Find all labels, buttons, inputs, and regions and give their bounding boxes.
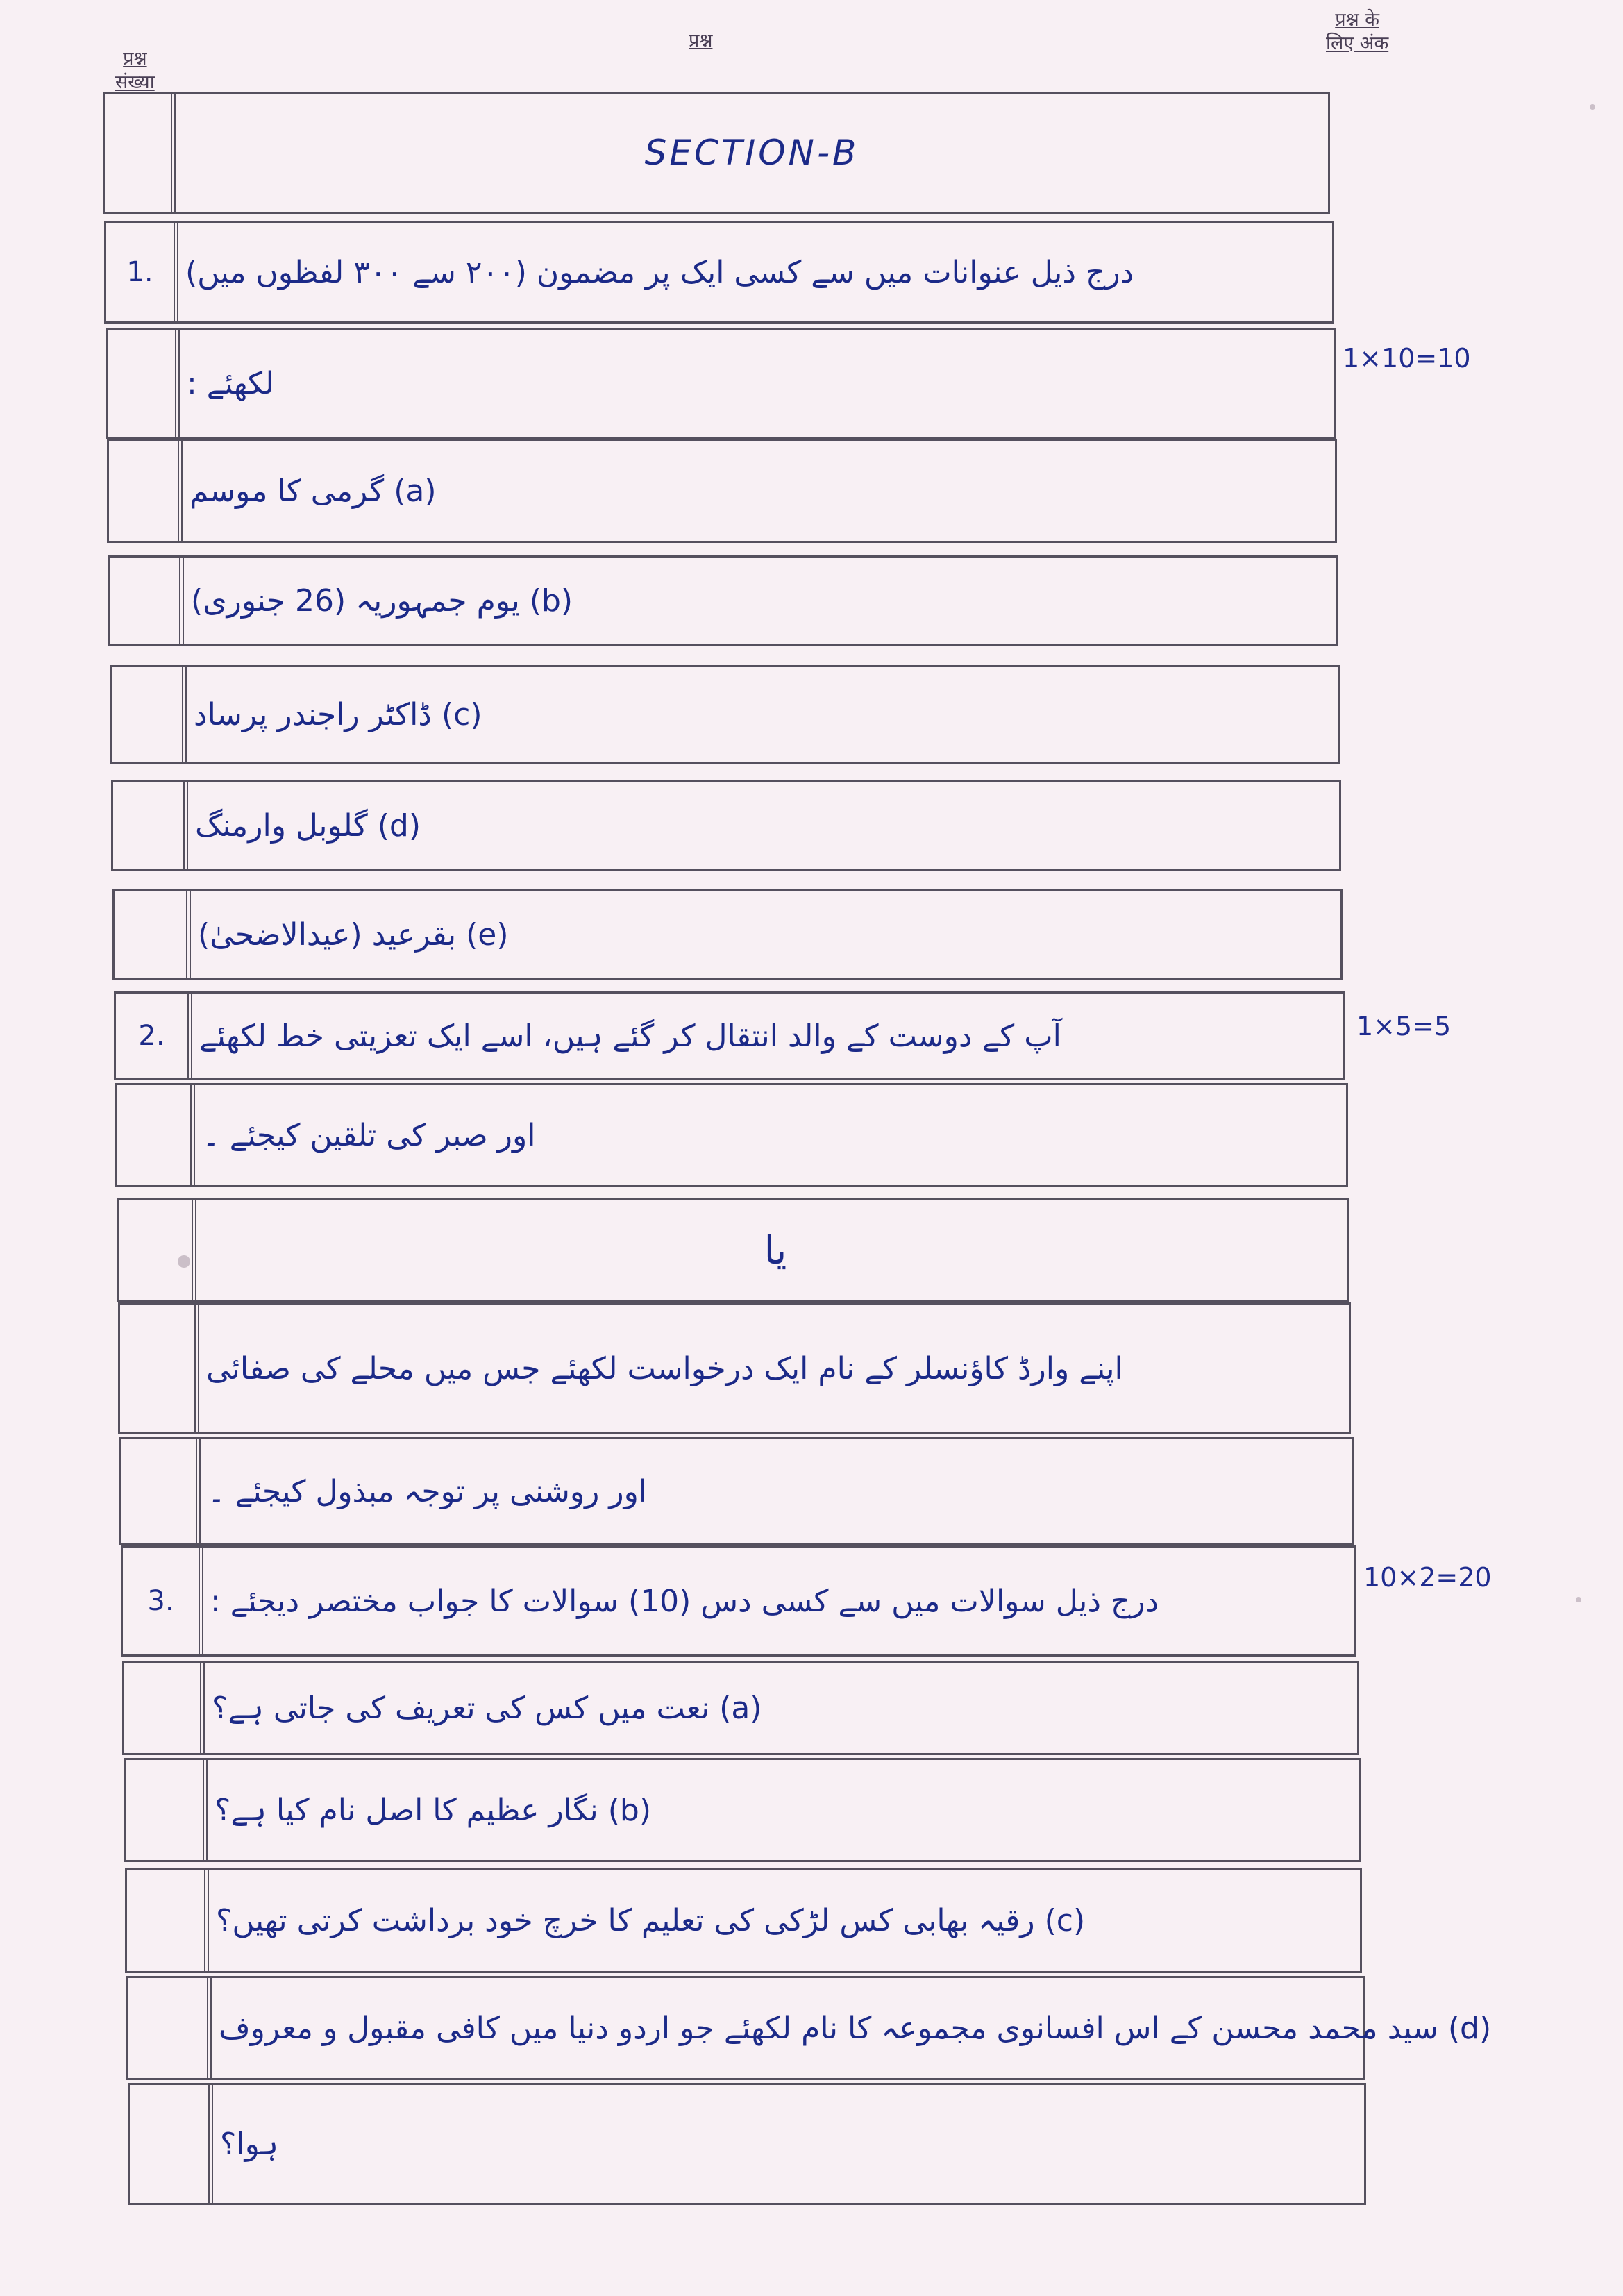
question-number-cell: 3.: [123, 1548, 203, 1654]
sheet-row: [111, 780, 1341, 871]
sheet-row: [124, 1758, 1361, 1862]
row-text: (b) نگار عظیم کا اصل نام کیا ہے؟: [215, 1792, 651, 1828]
question-number-cell: [124, 1663, 205, 1753]
question-number-cell: [117, 1085, 195, 1185]
row-text: (c) ڈاکٹر راجندر پرساد: [194, 696, 482, 732]
header-marks-line1: प्रश्न के: [1335, 9, 1379, 31]
sheet-row: [106, 328, 1336, 439]
question-number-cell: [109, 441, 183, 541]
row-text: آپ کے دوست کے والد انتقال کر گئے ہیں، اسے ایک تعزیتی خط لکھئے: [199, 1018, 1061, 1054]
header-question-number: [115, 47, 155, 94]
sheet-row: [122, 1661, 1359, 1755]
sheet-row: [114, 991, 1345, 1080]
row-marks: 1×10=10: [1343, 343, 1471, 374]
row-text: اور روشنی پر توجہ مبذول کیجئے ۔: [208, 1473, 648, 1509]
row-text: اور صبر کی تلقین کیجئے ۔: [202, 1117, 536, 1153]
header-question-number-line1: प्रश्न: [123, 48, 147, 69]
question-number-cell: [130, 2085, 213, 2203]
section-title: SECTION-B: [644, 133, 859, 173]
question-number-cell: [110, 558, 184, 644]
row-text: (d) سید محمد محسن کے اس افسانوی مجموعہ کا نام لکھئے جو اردو دنیا میں کافی مقبول و معروف: [219, 2010, 1492, 2046]
question-number-cell: [120, 1305, 199, 1432]
sheet-row: [107, 439, 1337, 543]
row-text: (a) گرمی کا موسم: [190, 473, 437, 509]
sheet-row: [121, 1545, 1356, 1657]
question-number-cell: [105, 94, 176, 212]
row-text: لکھئے :: [187, 365, 274, 401]
question-number-cell: [113, 782, 188, 869]
question-number-cell: [121, 1439, 201, 1543]
header-marks-line2: लिए अंक: [1326, 32, 1389, 54]
header-marks: [1326, 8, 1388, 56]
row-text: (d) گلوبل وارمنگ: [195, 807, 421, 844]
sheet-row: [103, 92, 1330, 214]
sheet-row: [110, 665, 1340, 764]
question-number-cell: [115, 891, 191, 978]
question-number-cell: [108, 330, 180, 437]
scan-speck: [178, 1255, 190, 1268]
sheet-row: [118, 1302, 1351, 1434]
row-text: (c) رقیہ بھابی کس لڑکی کی تعلیم کا خرچ خود برداشت کرتی تھیں؟: [216, 1902, 1086, 1938]
row-text: درج ذیل عنوانات میں سے کسی ایک پر مضمون (۲۰۰ سے ۳۰۰ لفظوں میں): [185, 254, 1134, 290]
row-marks: 1×5=5: [1356, 1011, 1452, 1041]
row-text: یا: [764, 1227, 787, 1273]
row-text: (a) نعت میں کس کی تعریف کی جاتی ہے؟: [212, 1690, 762, 1726]
scan-speck: [1590, 104, 1595, 110]
sheet-row: [108, 555, 1338, 646]
row-marks: 10×2=20: [1363, 1562, 1492, 1593]
question-number-cell: 2.: [116, 994, 192, 1078]
sheet-row: [104, 221, 1334, 324]
header-question-number-line2: संख्या: [115, 71, 155, 93]
sheet-row: [119, 1437, 1354, 1545]
row-text: (e) بقرعید (عیدالاضحیٰ): [198, 916, 509, 953]
question-number-cell: [112, 667, 187, 762]
sheet-row: [126, 1976, 1492, 2080]
row-text: درج ذیل سوالات میں سے کسی دس (10) سوالات کا جواب مختصر دیجئے :: [210, 1583, 1159, 1619]
row-text: (b) یوم جمہوریہ (26 جنوری): [191, 583, 573, 619]
row-text: اپنے وارڈ کاؤنسلر کے نام ایک درخواست لکھئے جس میں محلے کی صفائی: [206, 1350, 1123, 1386]
question-number-cell: [119, 1200, 196, 1300]
question-number-cell: [127, 1870, 209, 1971]
question-number-cell: [128, 1978, 212, 2078]
sheet-row: [112, 889, 1343, 980]
sheet-row: [128, 2083, 1366, 2205]
sheet-row: [117, 1198, 1349, 1302]
question-number-cell: 1.: [106, 223, 178, 321]
sheet-row: [125, 1868, 1362, 1973]
question-number-cell: [126, 1760, 208, 1860]
sheet-row: [115, 1083, 1348, 1187]
header-question: प्रश्न: [689, 30, 713, 51]
scan-speck: [1576, 1597, 1581, 1602]
row-text: ہوا؟: [220, 2126, 279, 2162]
